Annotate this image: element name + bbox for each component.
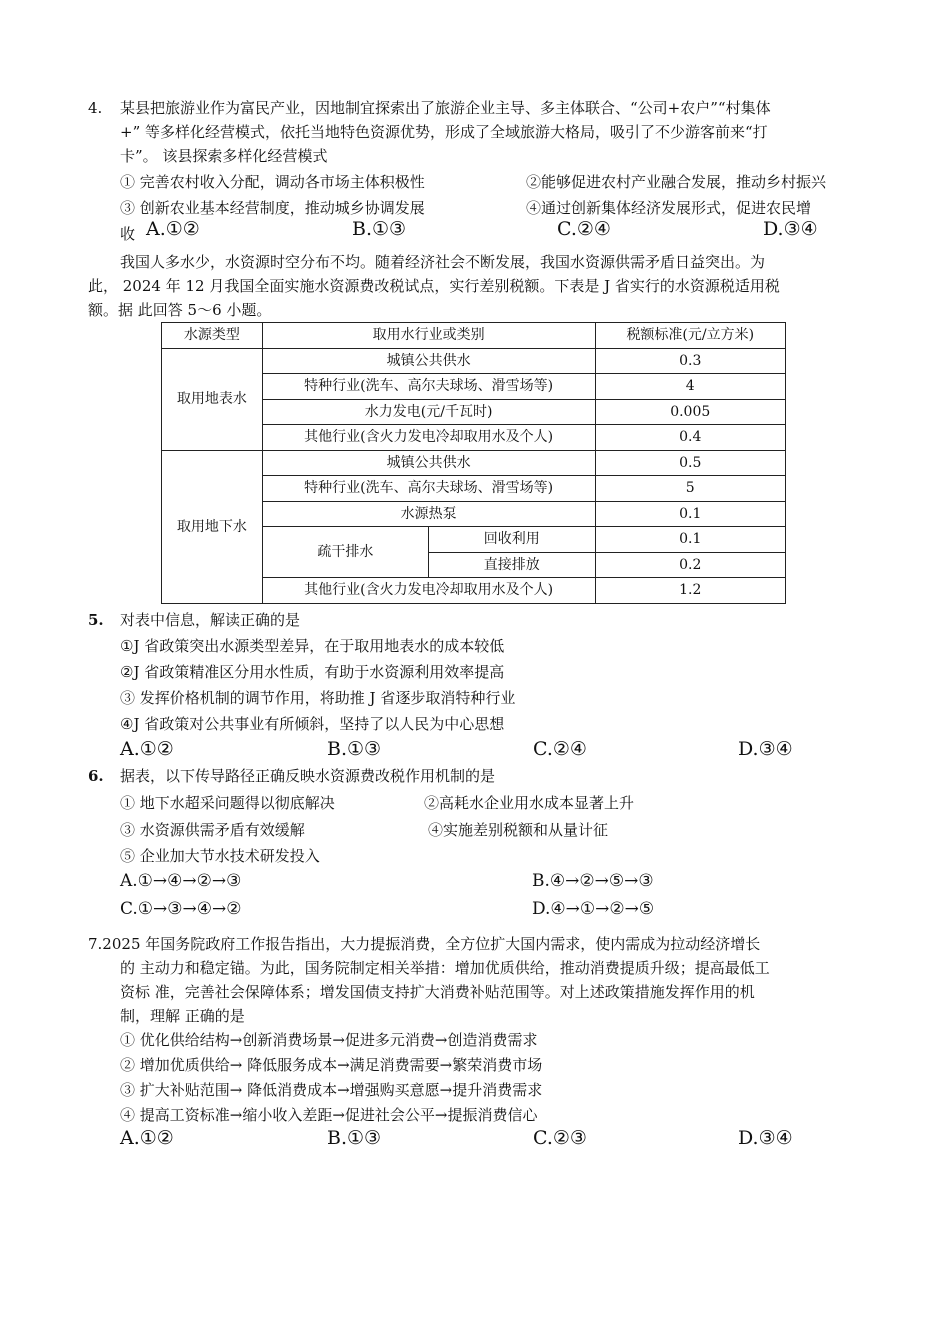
- q7-option-2: ② 增加优质供给→ 降低服务成本→满足消费需要→繁荣消费市场: [120, 1056, 543, 1074]
- intro-line3: 额。据 此回答 5～6 小题。: [88, 301, 272, 319]
- ground-type-cell: 取用地下水: [162, 450, 263, 603]
- q5-number: 5.: [88, 611, 104, 629]
- q7-stem-line4: 制，理解 正确的是: [120, 1007, 245, 1025]
- q7-stem-line3: 资标 准，完善社会保障体系；增发国债支持扩大消费补贴范围等。对上述政策措施发挥作用的机: [120, 983, 755, 1001]
- q6-answer-d[interactable]: D.④→①→②→⑤: [532, 899, 655, 919]
- table-cell: 0.3: [595, 348, 785, 374]
- q7-answer-a[interactable]: A.①②: [120, 1127, 174, 1149]
- table-cell: 0.2: [595, 552, 785, 578]
- table-cell: 城镇公共供水: [262, 450, 595, 476]
- table-cell: 0.005: [595, 399, 785, 425]
- q4-stem-line2: +” 等多样化经营模式，依托当地特色资源优势，形成了全域旅游大格局，吸引了不少游客前来“打: [120, 123, 768, 141]
- surface-type-cell: 取用地表水: [162, 348, 263, 450]
- table-cell: 城镇公共供水: [262, 348, 595, 374]
- q7-option-4: ④ 提高工资标准→缩小收入差距→促进社会公平→提振消费信心: [120, 1106, 538, 1124]
- q5-option-3: ③ 发挥价格机制的调节作用，将助推 J 省逐步取消特种行业: [120, 689, 516, 707]
- q5-option-2: ②J 省政策精准区分用水性质，有助于水资源利用效率提高: [120, 663, 505, 681]
- table-cell: 其他行业(含火力发电冷却取用水及个人): [262, 425, 595, 451]
- table-header-type: 水源类型: [162, 323, 263, 349]
- table-header-category: 取用水行业或类别: [262, 323, 595, 349]
- q4-answer-c[interactable]: C.②④: [557, 218, 611, 240]
- q5-option-1: ①J 省政策突出水源类型差异，在于取用地表水的成本较低: [120, 637, 505, 655]
- q6-option-4: ④实施差别税额和从量计征: [428, 821, 609, 839]
- q4-option-4: ④通过创新集体经济发展形式，促进农民增: [526, 199, 812, 217]
- table-cell: 特种行业(洗车、高尔夫球场、滑雪场等): [262, 476, 595, 502]
- table-cell: 水力发电(元/千瓦时): [262, 399, 595, 425]
- table-cell: 0.5: [595, 450, 785, 476]
- q5-answer-b[interactable]: B.①③: [327, 738, 382, 760]
- table-cell: 5: [595, 476, 785, 502]
- q6-option-5: ⑤ 企业加大节水技术研发投入: [120, 847, 320, 865]
- table-cell: 回收利用: [429, 527, 595, 553]
- q6-answer-c[interactable]: C.①→③→④→②: [120, 899, 242, 919]
- q5-answer-a[interactable]: A.①②: [120, 738, 174, 760]
- intro-line1: 我国人多水少，水资源时空分布不均。随着经济社会不断发展，我国水资源供需矛盾日益突出。为: [120, 253, 766, 271]
- q6-number: 6.: [88, 767, 104, 785]
- q4-answer-b[interactable]: B.①③: [352, 218, 407, 240]
- table-cell: 其他行业(含火力发电冷却取用水及个人): [262, 578, 595, 604]
- q7-option-3: ③ 扩大补贴范围→ 降低消费成本→增强购买意愿→提升消费需求: [120, 1081, 543, 1099]
- q7-answer-c[interactable]: C.②③: [533, 1127, 587, 1149]
- q4-option-1: ① 完善农村收入分配，调动各市场主体积极性: [120, 173, 425, 191]
- q7-stem-line1: 7.2025 年国务院政府工作报告指出，大力提振消费，全方位扩大国内需求，使内需成为拉动经济增长: [88, 935, 761, 953]
- intro-line2: 此， 2024 年 12 月我国全面实施水资源费改税试点，实行差别税额。下表是 J 省实行的水资源税适用税: [88, 277, 780, 295]
- q5-option-4: ④J 省政策对公共事业有所倾斜，坚持了以人民为中心思想: [120, 715, 505, 733]
- q7-answer-d[interactable]: D.③④: [738, 1127, 793, 1149]
- q5-answer-c[interactable]: C.②④: [533, 738, 587, 760]
- q7-option-1: ① 优化供给结构→创新消费场景→促进多元消费→创造消费需求: [120, 1031, 538, 1049]
- q6-answer-b[interactable]: B.④→②→⑤→③: [532, 871, 654, 891]
- q4-option-2: ②能够促进农村产业融合发展，推动乡村振兴: [526, 173, 827, 191]
- q6-option-3: ③ 水资源供需矛盾有效缓解: [120, 821, 305, 839]
- table-cell: 0.1: [595, 527, 785, 553]
- q6-option-1: ① 地下水超采问题得以彻底解决: [120, 794, 335, 812]
- table-cell: 0.1: [595, 501, 785, 527]
- q4-number: 4.: [88, 99, 103, 117]
- q5-answer-d[interactable]: D.③④: [738, 738, 793, 760]
- q4-answer-a[interactable]: A.①②: [146, 218, 200, 240]
- table-cell: 水源热泵: [262, 501, 595, 527]
- q7-stem-line2: 的 主动力和稳定锚。为此，国务院制定相关举措：增加优质供给，推动消费提质升级；提高最低工: [120, 959, 770, 977]
- q5-stem: 对表中信息，解读正确的是: [120, 611, 301, 629]
- table-cell: 4: [595, 374, 785, 400]
- water-tax-table: [161, 322, 786, 604]
- table-cell: 直接排放: [429, 552, 595, 578]
- table-header-rate: 税额标准(元/立方米): [595, 323, 785, 349]
- q6-option-2: ②高耗水企业用水成本显著上升: [424, 794, 635, 812]
- q4-option-4-cont: 收: [120, 225, 136, 243]
- q4-stem-line3: 卡”。 该县探索多样化经营模式: [120, 147, 328, 165]
- table-cell: 0.4: [595, 425, 785, 451]
- q4-option-3: ③ 创新农业基本经营制度，推动城乡协调发展: [120, 199, 425, 217]
- q4-answer-d[interactable]: D.③④: [763, 218, 818, 240]
- table-cell: 特种行业(洗车、高尔夫球场、滑雪场等): [262, 374, 595, 400]
- q6-answer-a[interactable]: A.①→④→②→③: [120, 871, 242, 891]
- q7-answer-b[interactable]: B.①③: [327, 1127, 382, 1149]
- q6-stem: 据表，以下传导路径正确反映水资源费改税作用机制的是: [120, 767, 496, 785]
- table-cell: 1.2: [595, 578, 785, 604]
- q4-stem-line1: 某县把旅游业作为富民产业，因地制宜探索出了旅游企业主导、多主体联合、“公司+农户”“村集体: [120, 99, 771, 117]
- drain-label-cell: 疏干排水: [262, 527, 428, 578]
